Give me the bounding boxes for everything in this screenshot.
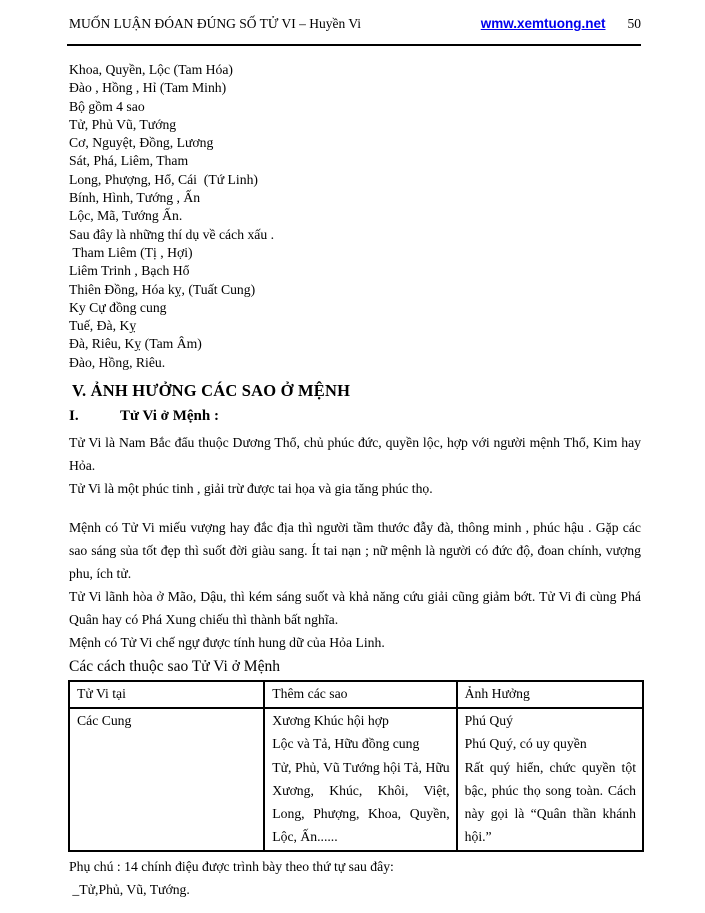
paragraph-spacer <box>67 500 641 516</box>
table-row <box>69 708 643 851</box>
star-list-line: Liêm Trinh , Bạch Hổ <box>69 263 190 279</box>
website-link[interactable]: wmw.xemtuong.net <box>480 16 606 31</box>
subsection-title: Tử Vi ở Mệnh : <box>120 408 219 425</box>
star-list-line: Bộ gồm 4 sao <box>69 98 145 114</box>
cell-line: Phú Quý <box>464 713 513 729</box>
table-header-cell: Thêm các sao <box>264 681 456 708</box>
star-list-line: Lộc, Mã, Tướng Ấn. <box>69 208 183 224</box>
table-cell-them-cac-sao <box>264 708 456 851</box>
paragraph: Tử Vi lãnh hòa ở Mão, Dậu, thì kém sáng suốt và khả năng cứu giải cũng giảm bớt. Tử Vi đi cùng Phá Quân hay có Phá Xung chiếu thì thành bất nghĩa. <box>69 589 641 628</box>
star-list-line: Đào, Hồng, Riêu. <box>69 354 166 370</box>
document-title: MUỐN LUẬN ĐÓAN ĐÚNG SỐ TỬ VI – Huyền Vi <box>69 16 362 31</box>
star-list-line: Tử, Phủ Vũ, Tướng <box>69 116 177 132</box>
star-list-line: Ky Cự đồng cung <box>69 299 167 315</box>
star-list-line: Đào , Hồng , Hỉ (Tam Minh) <box>69 80 227 96</box>
table-header-cell: Tử Vi tại <box>69 681 264 708</box>
table-header-cell: Ảnh Hưởng <box>457 681 643 708</box>
section-heading: V. ẢNH HƯỞNG CÁC SAO Ở MỆNH <box>72 381 351 401</box>
star-list-line: Cơ, Nguyệt, Đồng, Lương <box>69 135 214 151</box>
star-list-line: Đà, Riêu, Kỵ (Tam Âm) <box>69 336 202 352</box>
star-list-line: Long, Phượng, Hổ, Cái (Tứ Linh) <box>69 171 258 187</box>
paragraph: Tử Vi là một phúc tinh , giải trừ được tai họa và gia tăng phúc thọ. <box>69 481 433 497</box>
star-list-line: Sát, Phá, Liêm, Tham <box>69 153 189 169</box>
star-list-line: Bính, Hình, Tướng , Ấn <box>69 190 201 206</box>
cell-line: Phú Quý, có uy quyền <box>464 736 587 752</box>
table-title: Các cách thuộc sao Tử Vi ở Mệnh <box>69 658 280 676</box>
star-list-line: Tham Liêm (Tị , Hợi) <box>69 244 193 260</box>
star-list-line: Khoa, Quyền, Lộc (Tam Hóa) <box>69 62 233 77</box>
table-cell-anh-huong <box>457 708 643 851</box>
subsection-number: I. <box>69 408 79 425</box>
subsection-heading <box>67 408 641 425</box>
paragraph: Tử Vi là Nam Bắc đẩu thuộc Dương Thổ, chủ phúc đức, quyền lộc, hợp với người mệnh Thổ, Kim hay Hỏa. <box>69 435 641 474</box>
paragraph: Mệnh có Tử Vi chế ngự được tính hung dữ của Hỏa Linh. <box>69 635 385 651</box>
table-header-row <box>69 681 643 708</box>
page-header <box>67 16 641 32</box>
star-list <box>67 61 641 372</box>
header-right <box>481 16 641 32</box>
page-number: 50 <box>627 16 641 31</box>
cell-block: Tử, Phủ, Vũ Tướng hội Tả, Hữu Xương, Khúc, Khôi, Việt, Long, Phượng, Khoa, Quyền, Lộc, Ấn...... <box>272 759 450 845</box>
stars-table <box>68 680 644 852</box>
footnote-line: _Tử,Phủ, Vũ, Tướng. <box>69 882 190 898</box>
cell-block: Rất quý hiển, chức quyền tột bậc, phúc thọ song toàn. Cách này gọi là “Quân thần khánh hội.” <box>464 759 636 845</box>
cell-line: Xương Khúc hội hợp <box>272 713 389 729</box>
cell-line: Lộc và Tả, Hữu đồng cung <box>272 736 420 752</box>
star-list-line: Thiên Đồng, Hóa kỵ, (Tuất Cung) <box>69 281 256 297</box>
paragraph: Mệnh có Tử Vi miếu vượng hay đắc địa thì người tầm thước đẫy đà, thông minh , phúc hậu . Gặp các sao sáng sủa tốt đẹp thì suốt đời giàu sang. Ít tai nạn ; nữ mệnh là người có đức độ, đoan chính, vượng phu, ích tử. <box>69 520 641 582</box>
footnote: Phụ chú : 14 chính điệu được trình bày theo thứ tự sau đây: <box>69 859 394 875</box>
star-list-line: Sau đây là những thí dụ về cách xấu . <box>69 226 275 242</box>
header-divider <box>67 44 641 46</box>
table-cell-tuvi-tai: Các Cung <box>69 708 264 851</box>
star-list-line: Tuế, Đà, Kỵ <box>69 318 137 334</box>
